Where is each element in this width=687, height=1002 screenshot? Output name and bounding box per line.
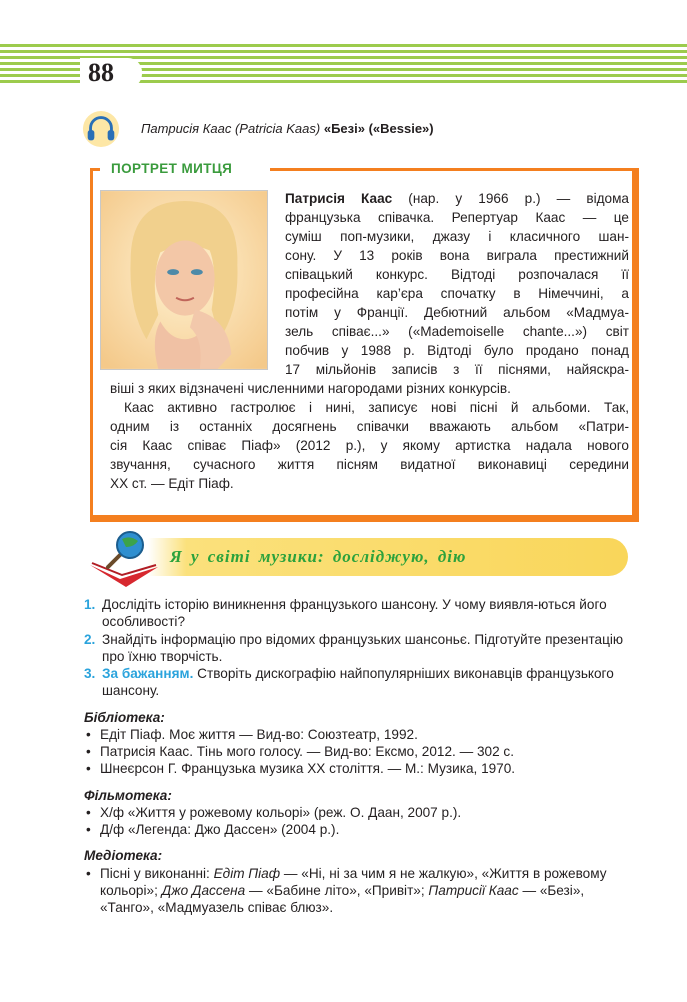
listening-assignment <box>141 121 434 136</box>
task-text: Дослідіть історію виникнення французького шансону. У чому виявля-ються його особливості? <box>102 597 607 630</box>
task-number: 1. <box>84 597 96 612</box>
artist-kaas: Патрисії Каас <box>428 882 519 898</box>
bio-line: ХХ ст. — Едіт Піаф. <box>110 476 234 491</box>
task-number: 2. <box>84 631 96 647</box>
task-number: 3. <box>84 666 96 682</box>
artist-photo <box>100 190 268 370</box>
artist-dassin: Джо Дассена <box>161 882 246 898</box>
bio-line: Патрисія Каас (нар. у 1966 р.) — відома <box>285 191 629 206</box>
bio-line: потім у Франції. Дебютний альбом «Мадмуа- <box>285 305 629 320</box>
library-item: • Едіт Піаф. Моє життя — Вид-во: Союзтеатр, 1992. <box>84 726 634 743</box>
task-emphasis: За бажанням. <box>102 666 194 682</box>
task-list <box>84 596 634 916</box>
bio-line: суміш поп-музики, джазу і класичного шан- <box>285 229 629 244</box>
bio-line: зель співає...» («Mademoiselle chante...») світ <box>285 324 629 339</box>
library-list <box>84 726 634 778</box>
bio-line: сону. У 13 років вона виграла престижний <box>285 248 629 263</box>
listen-performer: Патрисія Каас (Patricia Kaas) <box>141 121 321 136</box>
film-item: • Х/ф «Життя у рожевому кольорі» (реж. О. Даан, 2007 р.). <box>84 804 634 821</box>
filmoteka-list <box>84 804 634 838</box>
bio-line: сія Каас співає Піаф» (2012 р.), у якому артистка надала нового <box>110 438 629 453</box>
task-text: Створіть дискографію найпопулярніших виконавців французького шансону. <box>102 666 614 699</box>
filmoteka-heading: Фільмотека: <box>84 787 172 803</box>
bio-line: французька співачка. Репертуар Каас — це <box>285 210 629 225</box>
bio-line: одним із останніх досягнень співачки вважають альбом «Патри- <box>110 419 629 434</box>
bio-line: звучання, сучасного життя пісням видатної виконавиці середини <box>110 457 629 472</box>
mediateka-list <box>84 865 634 917</box>
artist-name: Патрисія Каас <box>285 191 393 206</box>
headphones-icon <box>82 110 120 148</box>
task-text: Знайдіть інформацію про відомих французьких шансоньє. Підготуйте презентацію про їхню творчість. <box>102 631 624 664</box>
bio-line: співацький конкурс. Відтоді розпочалася її <box>285 267 629 282</box>
artist-piaf: Едіт Піаф <box>213 865 281 881</box>
library-heading: Бібліотека: <box>84 709 165 725</box>
listen-work: «Безі» («Bessie») <box>323 121 434 136</box>
task-item <box>84 665 634 700</box>
task-item <box>84 631 634 666</box>
media-item: • Пісні у виконанні: Едіт Піаф — «Ні, ні за чим я не жалкую», «Життя в рожевому кольорі»; Джо Дассена — «Бабине літо», «Привіт»; Патрисії Каас — «Безі», «Танго», «Мадмуазель співає блюз». <box>84 865 634 917</box>
page-number: 88 <box>88 58 114 87</box>
film-item: • Д/ф «Легенда: Джо Дассен» (2004 р.). <box>84 821 634 838</box>
magnifier-icon <box>86 527 162 587</box>
section-title: Я у світі музики: досліджую, дію <box>170 547 467 566</box>
bio-line: побчив у 1988 р. Відтоді було продано понад <box>285 343 629 358</box>
task-item <box>84 596 634 631</box>
library-item: • Патрисія Каас. Тінь мого голосу. — Вид-во: Ексмо, 2012. — 302 с. <box>84 743 634 760</box>
bio-line: Каас активно гастролює і нині, записує нові пісні й альбоми. Так, <box>124 400 629 415</box>
bio-line: віші з яких відзначені численними нагородами різних конкурсів. <box>110 381 511 396</box>
mediateka-heading: Медіотека: <box>84 848 163 864</box>
bio-line: 17 мільйонів записів з її піснями, найяскра- <box>285 362 629 377</box>
bio-line: професійна кар’єра спочатку в Німеччині, а <box>285 286 629 301</box>
portrait-label: ПОРТРЕТ МИТЦЯ <box>111 161 233 176</box>
library-item: • Шнеєрсон Г. Французька музика ХХ століття. — М.: Музика, 1970. <box>84 760 634 777</box>
